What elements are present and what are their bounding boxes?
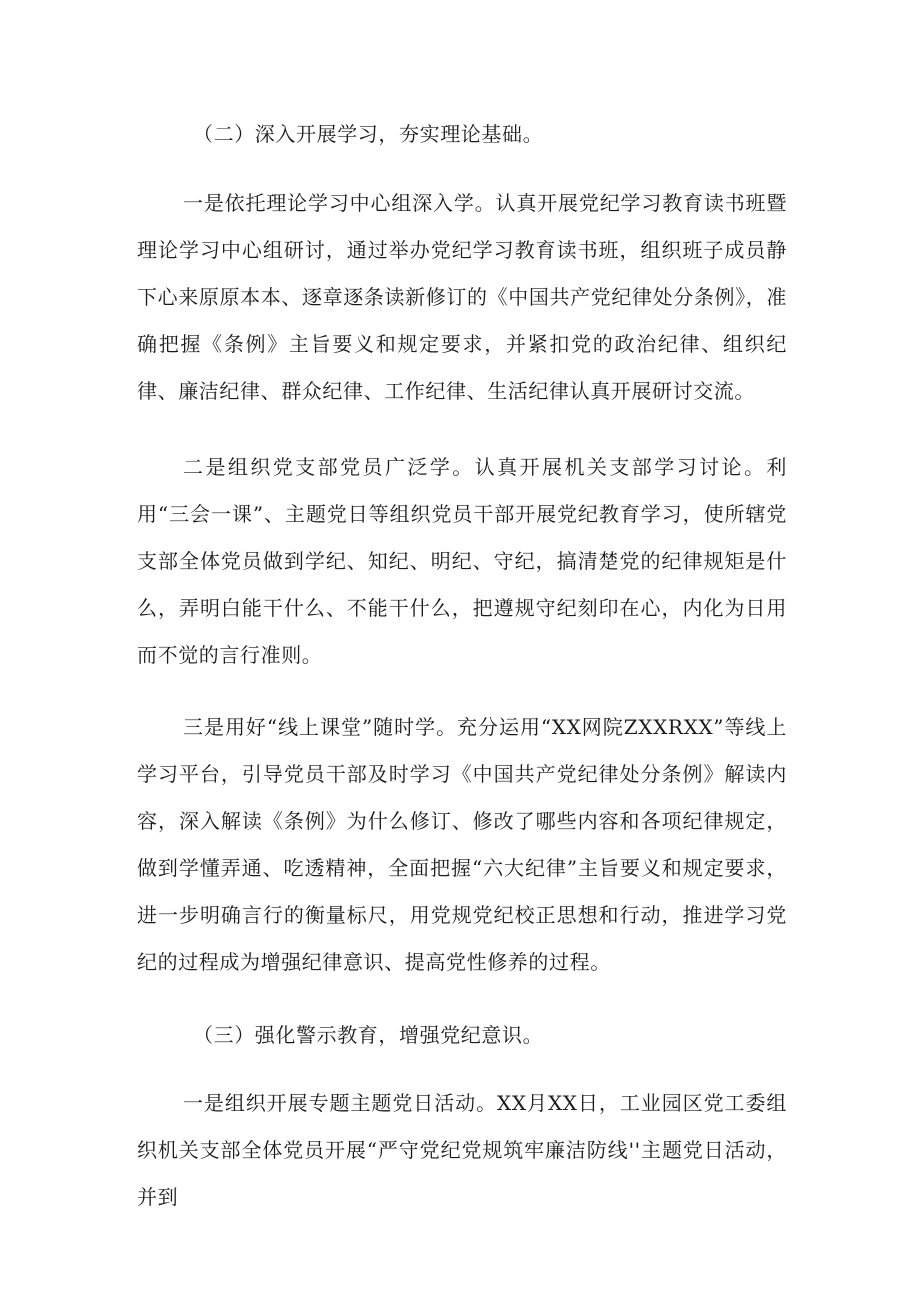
- section-3-heading: （三）强化警示教育，增强党纪意识。: [193, 1023, 544, 1047]
- paragraph-online-classroom: 三是用好“线上课堂”随时学。充分运用“XX网院ZXXRXX”等线上学习平台，引导党员干部及时学习《中国共产党纪律处分条例》解读内容，深入解读《条例》为什么修订、修改了哪些内容和各项纪律规定，做到学懂弄通、吃透精神，全面把握“六大纪律”主旨要义和规定要求，进一步明确言行的衡量标尺，用党规党纪校正思想和行动，推进学习党纪的过程成为增强纪律意识、提高党性修养的过程。: [137, 715, 787, 974]
- section-2-heading: （二）深入开展学习，夯实理论基础。: [193, 122, 544, 146]
- paragraph-theory-study-group: 一是依托理论学习中心组深入学。认真开展党纪学习教育读书班暨理论学习中心组研讨，通过举办党纪学习教育读书班，组织班子成员静下心来原原本本、逐章逐条读新修订的《中国共产党纪律处分条例》，准确把握《条例》主旨要义和规定要求，并紧扣党的政治纪律、组织纪律、廉洁纪律、群众纪律、工作纪律、生活纪律认真开展研讨交流。: [137, 191, 787, 403]
- paragraph-party-day-activity: 一是组织开展专题主题党日活动。XX月XX日，工业园区党工委组织机关支部全体党员开展“严守党纪党规筑牢廉洁防线''主题党日活动，并到: [137, 1091, 787, 1209]
- paragraph-party-branch-study: 二是组织党支部党员广泛学。认真开展机关支部学习讨论。利用“三会一课”、主题党日等组织党员干部开展党纪教育学习，使所辖党支部全体党员做到学纪、知纪、明纪、守纪，搞清楚党的纪律规矩是什么，弄明白能干什么、不能干什么，把遵规守纪刻印在心，内化为日用而不觉的言行准则。: [137, 455, 787, 667]
